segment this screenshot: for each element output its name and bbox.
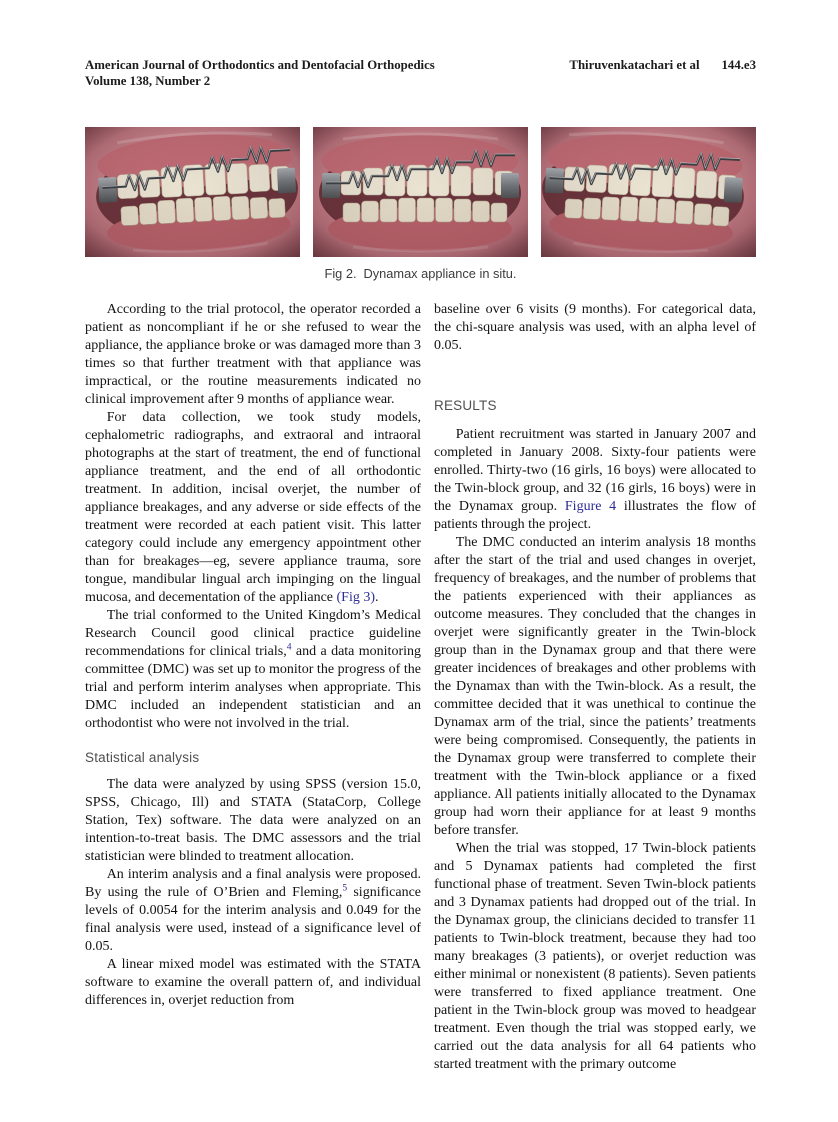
running-page-number: 144.e3	[721, 58, 756, 72]
journal-title: American Journal of Orthodontics and Dentofacial Orthopedics	[85, 58, 435, 72]
paragraph-linear-mixed-model: A linear mixed model was estimated with the STATA software to examine the overall pattern of, and individual differences in, overjet reduction from	[85, 957, 421, 1008]
reference-4-link[interactable]: 4	[286, 642, 292, 653]
journal-title-block	[85, 57, 435, 89]
paragraph-interim-analysis: An interim analysis and a final analysis were proposed. By using the rule of O’Brien and Fleming,$^5$ significance levels of 0.0054 for the interim analysis and 0.049 for the final analysis were used, instead of a significance level of 0.05.	[85, 867, 421, 954]
results-heading: RESULTS	[434, 398, 497, 413]
author-page-block	[569, 57, 756, 73]
figure-caption-text: Dynamax appliance in situ.	[363, 266, 517, 281]
running-header	[85, 57, 756, 89]
figure4-link[interactable]: Figure 4	[564, 499, 617, 514]
paragraph-data-collection: For data collection, we took study models, cephalometric radiographs, and extraoral and intraoral photographs at the start of treatment, the end of functional appliance treatment, and the end of all orthodontic treatment. In addition, incisal overjet, the number of appliance breakages, and any adverse or side effects of the treatment were recorded at each patient visit. This latter category could include any emergency appointment other than for breakages—eg, severe appliance trauma, sore tongue, mandibular lingual arch impinging on the lingual mucosa, and decementation of the appliance (Fig 3).	[85, 410, 421, 605]
paragraph-recruitment: Patient recruitment was started in January 2007 and completed in January 2008. Sixty-four patients were enrolled. Thirty-two (16 girls, 16 boys) were allocated to the Twin-block group, and 32 (16 girls, 16 boys) were in the Dynamax group. Figure 4 illustrates the flow of patients through the project.	[434, 427, 756, 532]
left-text-column	[85, 301, 421, 1010]
paragraph-protocol: According to the trial protocol, the operator recorded a patient as noncompliant if he or she refused to wear the appliance, the appliance broke or was damaged more than 3 times so that further treatment with that appliance was impractical, or the routine measurements indicated no clinical improvement after 9 months of appliance wear.	[85, 302, 421, 407]
figure-caption-label: Fig 2.	[324, 266, 357, 281]
paragraph-software: The data were analyzed by using SPSS (version 15.0, SPSS, Chicago, Ill) and STATA (StataCorp, College Station, Tex) software. The data were analyzed on an intention-to-treat basis. The DMC assessors and the trial statistician were blinded to treatment allocation.	[85, 777, 421, 864]
figure-2-caption	[85, 266, 756, 281]
fig3-link[interactable]: (Fig 3)	[336, 590, 376, 605]
intraoral-photo-left-view	[85, 127, 300, 257]
paragraph-trial-conformance: The trial conformed to the United Kingdom’s Medical Research Council good clinical practice guideline recommendations for clinical trials,$^4$ and a data monitoring committee (DMC) was set up to monitor the progress of the trial and perform interim analyses when appropriate. This DMC included an independent statistician and an orthodontist who were not involved in the trial.	[85, 608, 421, 731]
intraoral-photo-frontal-view	[313, 127, 528, 257]
paragraph-baseline-continuation: baseline over 6 visits (9 months). For categorical data, the chi-square analysis was used, with an alpha level of 0.05.	[434, 302, 756, 353]
right-text-column	[434, 301, 756, 1074]
intraoral-photo-right-view	[541, 127, 756, 257]
paragraph-trial-stopped: When the trial was stopped, 17 Twin-block patients and 5 Dynamax patients had completed the first functional phase of treatment. Seven Twin-block patients and 3 Dynamax patients had dropped out of the trial. In the Dynamax group, the clinicians decided to transfer 11 patients to Twin-block treatment, because they had too many breakages (3 patients), or overjet reduction was either minimal or nonexistent (8 patients). Seven patients were transferred to fixed appliance treatment. One patient in the Twin-block group was moved to headgear treatment. Even though the trial was stopped early, we carried out the data analysis for all 64 patients who started treatment with the primary outcome	[434, 841, 756, 1072]
volume-issue: Volume 138, Number 2	[85, 74, 211, 88]
statistical-analysis-heading: Statistical analysis	[85, 750, 200, 765]
paragraph-dmc-interim: The DMC conducted an interim analysis 18 months after the start of the trial and used changes in overjet, frequency of breakages, and the number of problems that the patients experienced with their appliances as outcome measures. They concluded that the changes in overjet were significantly greater in the Twin-block group than in the Dynamax group and that there were greater incidences of breakages and other problems with the Dynamax than with the Twin-block. As a result, the committee decided that it was unethical to continue the Dynamax arm of the trial, since the patients’ treatments were being compromised. Consequently, the patients in the Dynamax group were transferred to complete their treatment with the Twin-block appliance or a fixed appliance. All patients initially allocated to the Dynamax group had worn their appliance for at least 9 months before transfer.	[434, 535, 756, 838]
reference-5-link[interactable]: 5	[342, 883, 348, 894]
figure-2-photos	[85, 127, 756, 257]
running-authors: Thiruvenkatachari et al	[569, 58, 700, 72]
